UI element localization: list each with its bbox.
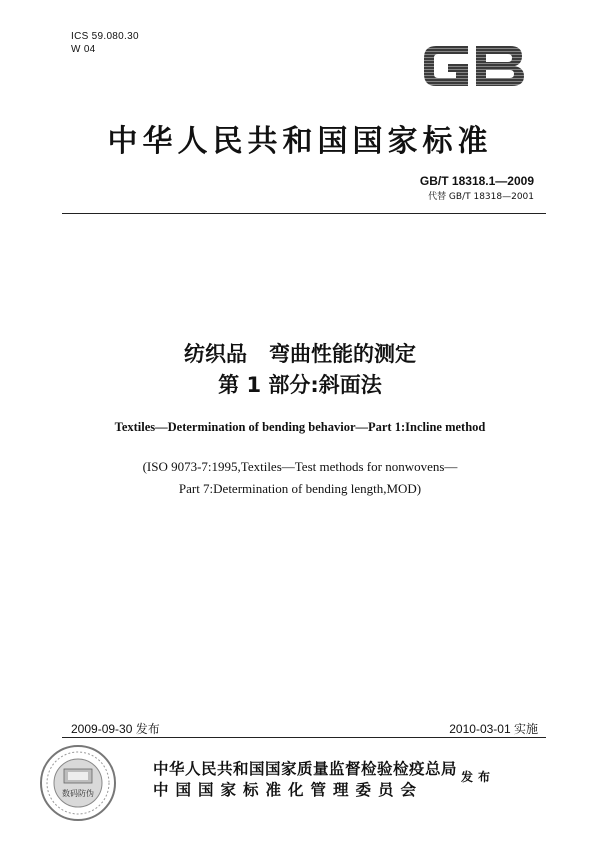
iso-reference-line1: (ISO 9073-7:1995,Textiles—Test methods for nonwovens— xyxy=(142,459,458,474)
ccs-code: W 04 xyxy=(71,44,96,55)
publish-date xyxy=(71,720,160,737)
standard-number: GB/T 18318.1—2009 xyxy=(419,174,534,188)
replaces-note: 代替 GB/T 18318—2001 xyxy=(428,192,534,202)
title-cn-part2: 弯曲性能的测定 xyxy=(269,342,416,366)
ics-code: ICS 59.080.30 xyxy=(71,31,139,42)
title-cn-line1 xyxy=(0,338,600,368)
publish-date-value: 2009-09-30 xyxy=(71,722,133,736)
gb-logo xyxy=(418,38,530,94)
header-divider xyxy=(62,213,546,214)
standard-title: 中华人民共和国国家标准 xyxy=(107,124,493,159)
anti-counterfeit-seal-icon xyxy=(38,743,118,823)
implement-date xyxy=(449,720,538,737)
issuer-sac: 中国国家标准化管理委员会 xyxy=(153,780,424,799)
issue-label: 发布 xyxy=(461,770,496,784)
title-en: Textiles—Determination of bending behavior—Part 1:Incline method xyxy=(114,420,486,434)
seal-text: 数码防伪 xyxy=(62,789,94,798)
issuer-aqsiq: 中华人民共和国国家质量监督检验检疫总局 xyxy=(153,759,458,778)
implement-date-value: 2010-03-01 xyxy=(449,722,511,736)
footer-divider xyxy=(62,737,546,738)
iso-reference-line2: Part 7:Determination of bending length,MOD) xyxy=(178,481,422,496)
title-cn-part1: 纺织品 xyxy=(184,342,247,366)
implement-label: 实施 xyxy=(513,722,538,736)
title-cn-line2: 第 1 部分:斜面法 xyxy=(218,373,382,397)
publish-label: 发布 xyxy=(135,722,160,736)
